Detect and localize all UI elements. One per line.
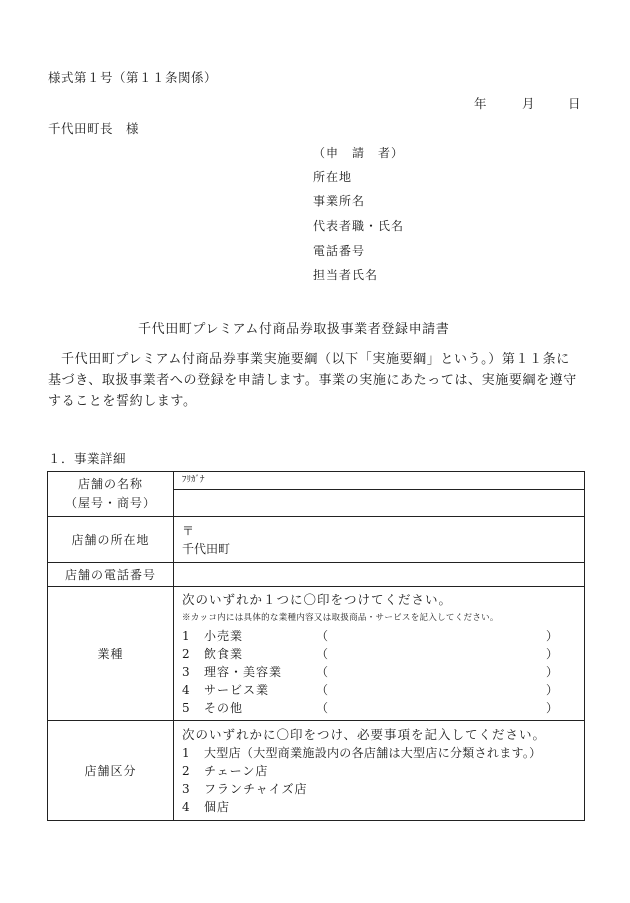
option-number: 1 [182,628,191,643]
store-name-input-cell[interactable] [174,472,585,517]
store-category-row [48,721,585,821]
option-name: 個店 [204,799,231,814]
business-type-note: ※カッコ内には具体的な業種内容又は取扱商品・サービスを記入してください。 [182,612,499,623]
store-category-instruction: 次のいずれかに〇印をつけ、必要事項を記入してください。 [182,726,547,742]
paren-open: （ [316,628,330,643]
option-name: 小売業 [204,628,244,643]
store-phone-row [48,563,585,587]
option-number: 3 [182,664,191,679]
store-name-label-2: （屋号・商号） [64,496,156,510]
store-name-label [48,472,174,517]
option-number: 2 [182,763,191,778]
town-name: 千代田町 [182,541,231,556]
store-category-option-chain[interactable] [174,762,584,780]
store-category-option-independent[interactable] [174,798,584,816]
document-title: 千代田町プレミアム付商品券取扱事業者登録申請書 [138,322,450,337]
business-type-label: 業種 [48,587,174,721]
store-category-cell [174,721,585,821]
date-year: 年 [474,96,488,111]
business-type-cell [174,587,585,721]
applicant-heading: （申 請 者） [313,146,405,160]
paren-open: （ [316,682,330,697]
option-name: サービス業 [204,682,270,697]
date-day: 日 [568,96,582,111]
business-type-instruction: 次のいずれか１つに〇印をつけてください。 [182,591,453,607]
form-number: 様式第１号（第１１条関係） [48,70,218,85]
store-name-label-1: 店舗の名称 [77,477,143,491]
option-name: その他 [204,700,244,715]
date-month: 月 [522,96,536,111]
store-phone-input-cell[interactable] [174,563,585,587]
store-name-row [48,472,585,517]
paren-close: ） [546,664,560,679]
option-number: 1 [182,745,191,760]
applicant-contact-label: 担当者氏名 [313,268,379,282]
option-name: 飲食業 [204,646,244,661]
paren-close: ） [546,628,560,643]
declaration-paragraph: 千代田町プレミアム付商品券事業実施要綱（以下「実施要綱」という。）第１１条に基づき、取扱事業者への登録を申請します。事業の実施にあたっては、実施要綱を遵守することを誓約します。 [48,352,577,409]
business-details-table [47,471,585,821]
option-number: 5 [182,700,191,715]
option-name: 大型店（大型商業施設内の各店舗は大型店に分類されます。） [204,745,542,760]
paren-close: ） [546,700,560,715]
store-category-label: 店舗区分 [48,721,174,821]
paren-close: ） [546,646,560,661]
paren-open: （ [316,700,330,715]
business-type-row [48,587,585,721]
store-address-input-cell[interactable] [174,517,585,563]
store-name-field[interactable] [174,490,584,516]
applicant-phone-label: 電話番号 [313,244,366,258]
store-address-label: 店舗の所在地 [48,517,174,563]
addressee: 千代田町長 様 [48,121,140,136]
section-title: １．事業詳細 [48,451,127,466]
option-name: チェーン店 [204,763,269,778]
paren-open: （ [316,664,330,679]
business-type-option-other[interactable] [174,699,584,717]
applicant-business-name-label: 事業所名 [313,194,366,208]
store-category-option-large[interactable] [174,744,584,762]
option-name: フランチャイズ店 [204,781,308,796]
paren-close: ） [546,682,560,697]
option-number: 2 [182,646,191,661]
option-name: 理容・美容業 [204,664,283,679]
furigana-label: ﾌﾘｶﾞﾅ [174,472,584,490]
business-type-option-service[interactable] [174,681,584,699]
business-type-option-restaurant[interactable] [174,645,584,663]
store-address-row [48,517,585,563]
applicant-representative-label: 代表者職・氏名 [313,219,405,233]
business-type-option-retail[interactable] [174,627,584,645]
business-type-option-beauty[interactable] [174,663,584,681]
paren-open: （ [316,646,330,661]
applicant-address-label: 所在地 [313,170,353,184]
option-number: 4 [182,682,191,697]
store-phone-label: 店舗の電話番号 [48,563,174,587]
postal-mark: 〒 [182,523,195,538]
option-number: 4 [182,799,191,814]
option-number: 3 [182,781,191,796]
store-category-option-franchise[interactable] [174,780,584,798]
